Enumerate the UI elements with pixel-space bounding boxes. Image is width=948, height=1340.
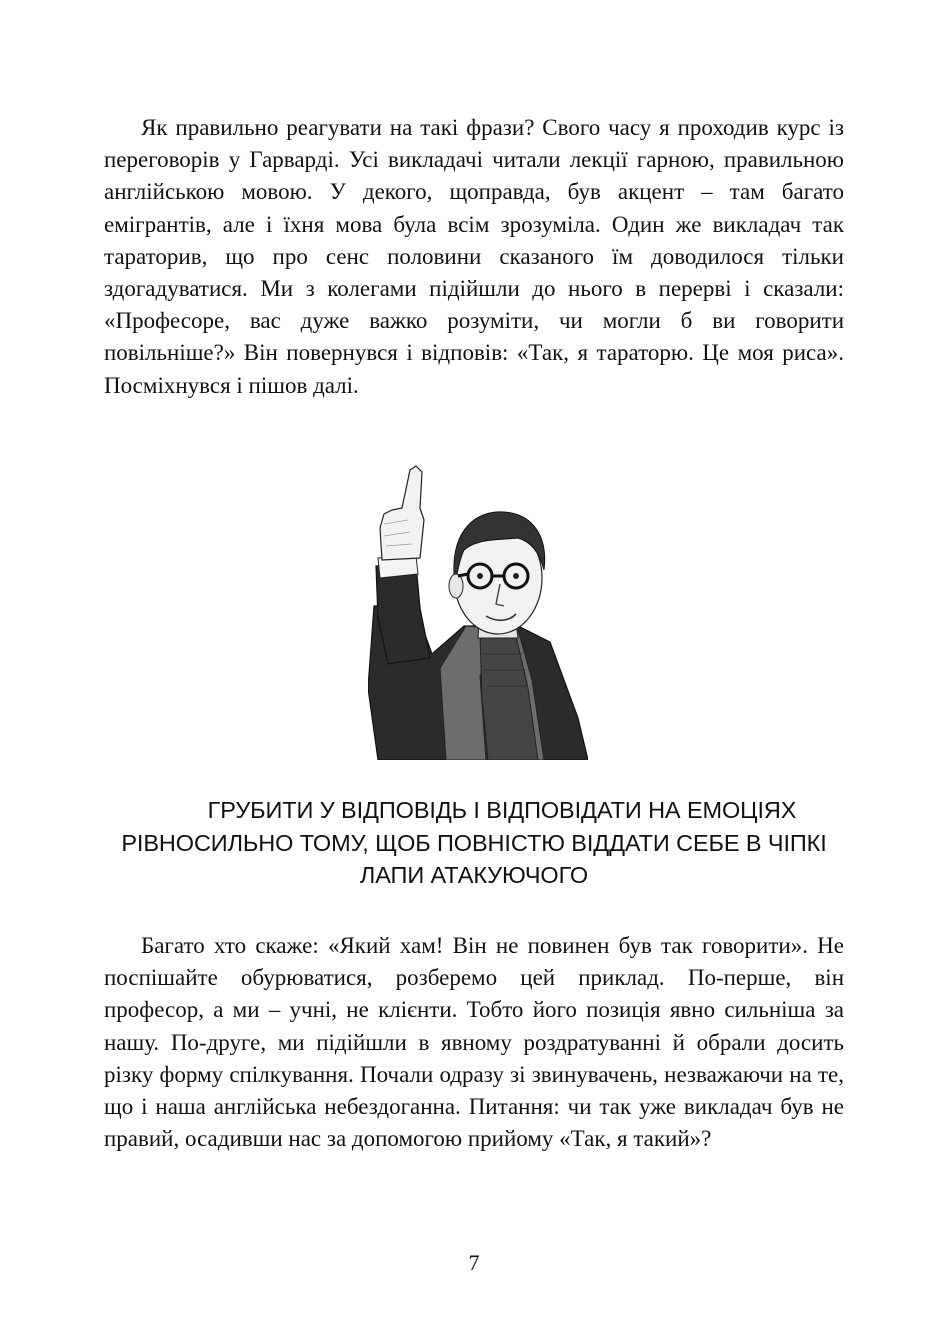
heading-line-3: ЛАПИ АТАКУЮЧОГО [359, 862, 589, 888]
heading-line-1: ГРУБИТИ У ВІДПОВІДЬ І ВІДПОВІДАТИ НА ЕМОЦІЯХ [207, 797, 797, 823]
paragraph-1: Як правильно реагувати на такі фрази? Свого часу я проходив курс із переговорів у Гарварді. Усі викладачі читали лекції гарною, правильною англійською мовою. У декого, щоправда, був акцент – там багато емігрантів, але і їхня мова була всім зрозуміла. Один же викладач так тараторив, що про сенс половини сказаного їм доводилося тільки здогадуватися. Ми з колегами підійшли до нього в перерві і сказали: «Професоре, вас дуже важко розуміти, чи могли б ви говорити повільніше?» Він повернувся і відповів: «Так, я тараторю. Це моя риса». Посміхнувся і пішов далі. [104, 115, 844, 398]
page-number: 7 [468, 1250, 480, 1275]
paragraph-2: Багато хто скаже: «Який хам! Він не повинен був так говорити». Не поспішайте обурюватися, розберемо цей приклад. По-перше, він професор, а ми – учні, не клієнти. Тобто його позиція явно сильніша за нашу. По-друге, ми підійшли в явному роздратуванні й обрали досить різку форму спілкування. Почали одразу зі звинувачень, незважаючи на те, що і наша англійська небездоганна. Питання: чи так уже викладач був не правий, осадивши нас за допомогою прийому «Так, я такий»? [104, 933, 844, 1152]
section-heading [104, 794, 844, 892]
professor-illustration [368, 458, 588, 760]
heading-line-2: РІВНОСИЛЬНО ТОМУ, ЩОБ ПОВНІСТЮ ВІДДАТИ СЕБЕ В ЧІПКІ [121, 829, 827, 856]
